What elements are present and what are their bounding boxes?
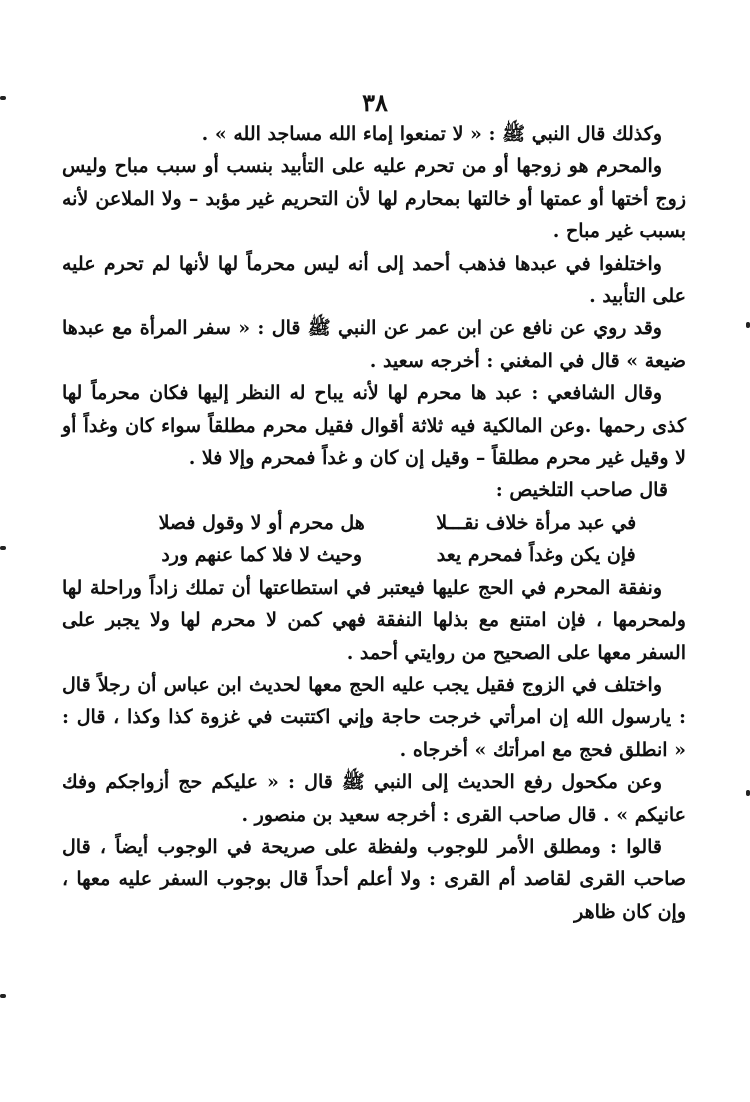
body-text xyxy=(62,118,686,928)
verse-first-hemistich: في عبد مرأة خلاف نقـــلا xyxy=(436,511,637,534)
scan-mark xyxy=(0,546,6,550)
paragraph: ونفقة المحرم في الحج عليها فيعتبر في استطاعتها أن تملك زاداً وراحلة لها ولمحرمها ، فإن امتنع مع بذلها النفقة فهي كمن لا محرم لها ولا يجبر على السفر معها على الصحيح من روايتي أحمد . xyxy=(62,576,686,664)
scan-mark xyxy=(0,994,6,998)
poem-intro: قال صاحب التلخيص : xyxy=(495,479,668,502)
paragraph: واختلفوا في عبدها فذهب أحمد إلى أنه ليس محرماً لها لأنها لم تحرم عليه على التأبيد . xyxy=(62,252,686,308)
scan-mark xyxy=(746,790,750,796)
verse-first-hemistich: فإن يكن وغداً فمحرم يعد xyxy=(436,544,636,567)
paragraph: والمحرم هو زوجها أو من تحرم عليه على التأبيد بنسب أو سبب مباح وليس زوج أختها أو عمتها أو خالتها بمحارم لها لأن التحريم غير مؤبد – ولا الملاعن لأنه بسبب غير مباح . xyxy=(62,155,686,243)
poem-verse xyxy=(62,507,686,539)
scan-mark xyxy=(746,322,750,328)
verse-second-hemistich: هل محرم أو لا وقول فصلا xyxy=(158,511,365,534)
paragraph: واختلف في الزوج فقيل يجب عليه الحج معها لحديث ابن عباس أن رجلاً قال : يارسول الله إن امرأتي خرجت حاجة وإني اكتتبت في غزوة كذا وكذا ، قال : « انطلق فحج مع امرأتك » أخرجاه . xyxy=(62,673,686,761)
paragraph: وقال الشافعي : عبد ها محرم لها لأنه يباح له النظر إليها فكان محرماً لها كذى رحمها .وعن المالكية فيه ثلاثة أقوال فقيل محرم مطلقاً سواء كان وغداً أو لا وقيل غير محرم مطلقاً – وقيل إن كان و غداً فمحرم وإلا فلا . xyxy=(62,382,686,470)
page-number: ٣٨ xyxy=(362,88,388,117)
paragraph: وقد روي عن نافع عن ابن عمر عن النبي ﷺ قال : « سفر المرأة مع عبدها ضيعة » قال في المغني : أخرجه سعيد . xyxy=(62,317,686,372)
paragraph: وعن مكحول رفع الحديث إلى النبي ﷺ قال : « عليكم حج أزواجكم وفك عانيكم » . قال صاحب القرى : أخرجه سعيد بن منصور . xyxy=(62,771,686,826)
verse-second-hemistich: وحيث لا فلا كما عنهم ورد xyxy=(161,544,363,567)
paragraph: قالوا : ومطلق الأمر للوجوب ولفظة على صريحة في الوجوب أيضاً ، قال صاحب القرى لقاصد أم القرى : ولا أعلم أحداً قال بوجوب السفر عليه معها ، وإن كان ظاهر xyxy=(62,835,686,923)
scan-mark xyxy=(0,96,6,100)
paragraph: وكذلك قال النبي ﷺ : « لا تمنعوا إماء الله مساجد الله » . xyxy=(201,123,662,145)
poem-verse xyxy=(62,539,686,571)
